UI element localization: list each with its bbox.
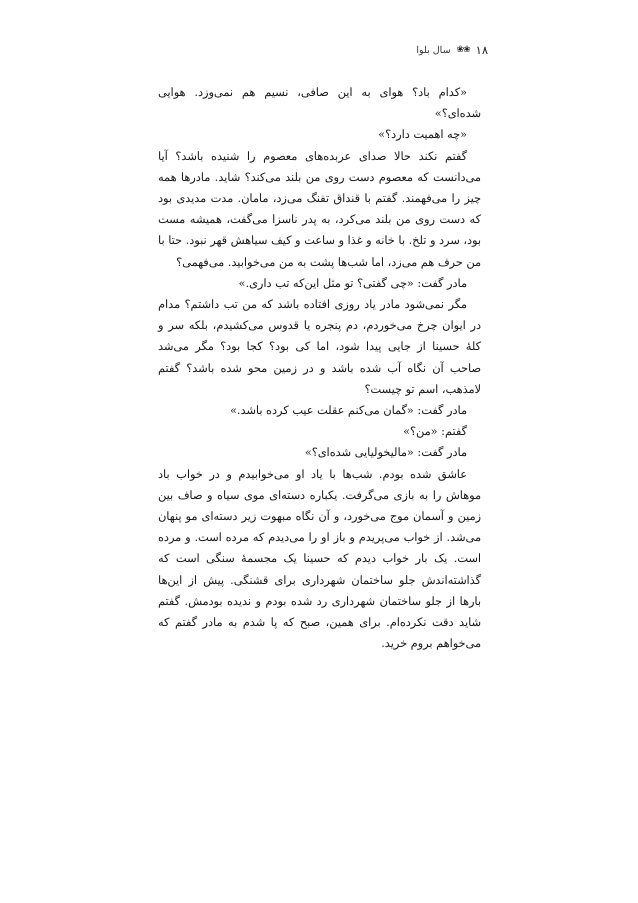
body-text — [158, 82, 481, 654]
running-title: سال بلوا — [416, 44, 451, 56]
ornament-icon: ❀❀ — [456, 45, 470, 55]
paragraph: مگر نمی‌شود مادر یاد روزی افتاده باشد که من تب داشتم؟ مدام در ایوان چرخ می‌خوردم، دم پنجره یا قدوس می‌کشیدم، بلکه سر و کلهٔ حسینا از جایی پیدا شود، اما کی بود؟ کجا بود؟ مگر می‌شد صاحب آن نگاه آب شده باشد و در زمین محو شده باشد؟ گفتم لامذهب، اسم تو چیست؟ — [158, 298, 481, 396]
paragraph: مادر گفت: «گمان می‌کنم عقلت عیب کرده باشد.» — [229, 404, 467, 418]
paragraph: مادر گفت: «چی گفتی؟ تو مثل این‌که تب داری.» — [238, 276, 467, 290]
paragraph: مادر گفت: «مالیخولیایی شده‌ای؟» — [304, 446, 467, 460]
paragraph: عاشق شده بودم. شب‌ها با یاد او می‌خوابیدم و در خواب باد موهاش را به بازی می‌گرفت. یکباره دسته‌ای موی سیاه و صاف بین زمین و آسمان موج می‌خورد، و آن نگاه مبهوت زیر دسته‌ای مو پنهان می‌شد. از خواب می‌پریدم و باز او را می‌دیدم که مرده است. و مرده است. یک بار خواب دیدم که حسینا یک مجسمهٔ سنگی است که گذاشته‌اندش جلو ساختمان شهرداری برای قشنگی. پیش از این‌ها بارها از جلو ساختمان شهرداری رد شده بودم و ندیده بودمش. گفتم شاید دقت نکرده‌ام. برای همین، صبح که پا شدم به مادر گفتم که می‌خواهم بروم خرید. — [158, 467, 481, 651]
paragraph: گفتم: «من؟» — [403, 425, 467, 439]
paragraph: «چه اهمیت دارد؟» — [378, 128, 467, 142]
page-number: ۱۸ — [475, 43, 488, 57]
paragraph: گفتم نکند حالا صدای عربده‌های معصوم را شنیده باشد؟ آیا می‌دانست که معصوم دست روی من بلند می‌کند؟ شاید. مادرها همه چیز را می‌فهمند. گفتم با قنداق تفنگ می‌زد، ماما‌ن. مدت مدیدی بود که دست روی من بلند می‌کرد، به پدر ناسزا می‌گفت، همیشه مست بود، سرد و تلخ. با خانه و غذا و ساعت و کیف سیاهش قهر نبود. حتا با من حرف هم می‌زد، اما شب‌ها پشت به من می‌خوابید. می‌فهمی؟ — [158, 149, 481, 269]
paragraph: «کدام باد؟ هوای به این صافی، نسیم هم نمی‌وزد. هوایی شده‌ای؟» — [158, 86, 481, 121]
page-header — [150, 40, 488, 60]
